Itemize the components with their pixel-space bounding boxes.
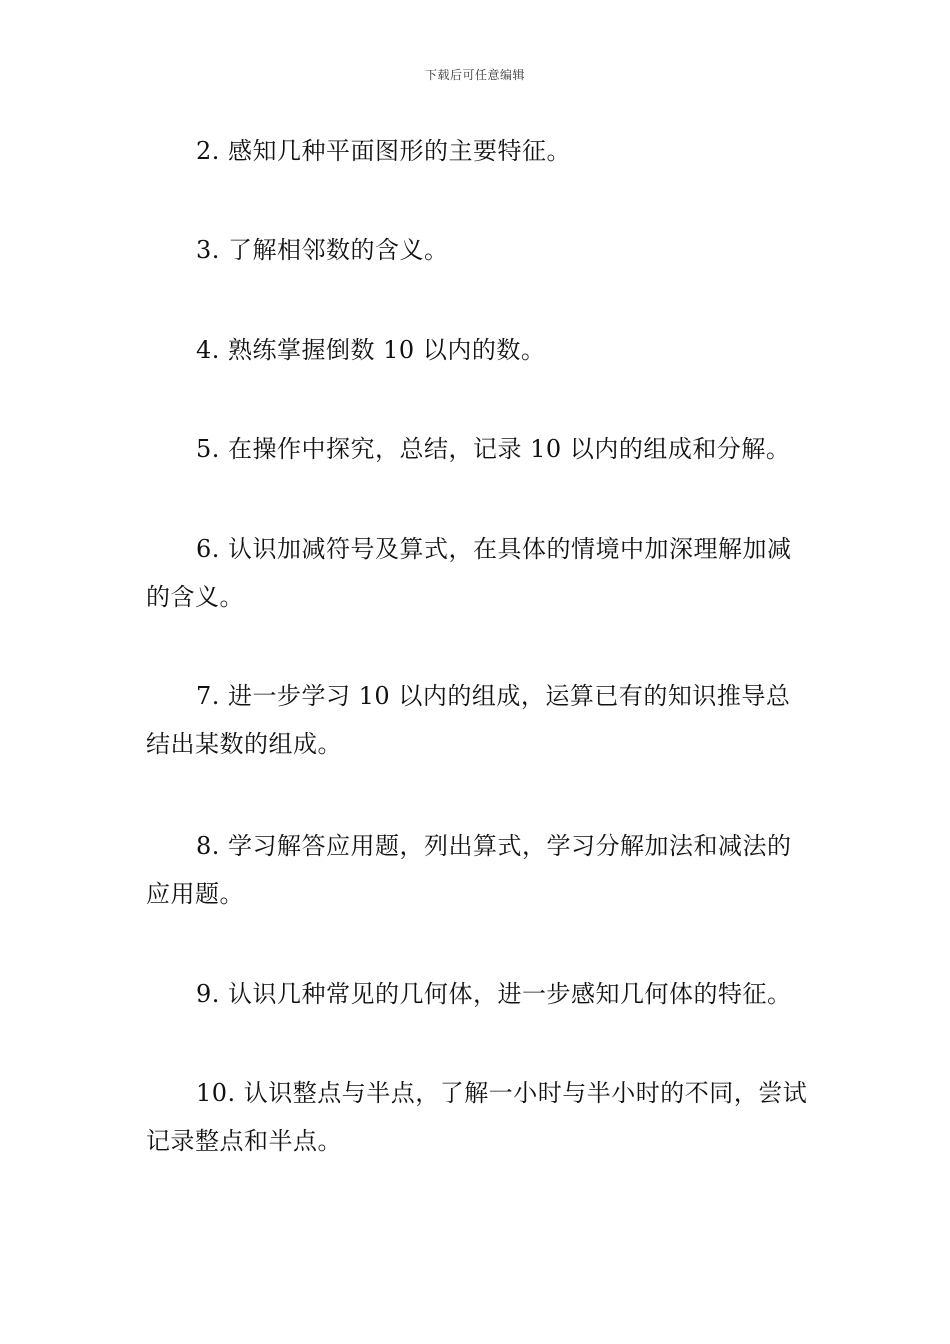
- list-item: 6. 认识加减符号及算式，在具体的情境中加深理解加减的含义。: [146, 535, 792, 611]
- page-header: 下载后可任意编辑: [424, 68, 525, 82]
- list-item: 9. 认识几种常见的几何体，进一步感知几何体的特征。: [196, 980, 792, 1008]
- list-item: 3. 了解相邻数的含义。: [196, 236, 449, 264]
- list-item: 10. 认识整点与半点，了解一小时与半小时的不同，尝试记录整点和半点。: [146, 1079, 808, 1155]
- list-item: 2. 感知几种平面图形的主要特征。: [196, 137, 572, 165]
- list-item: 8. 学习解答应用题，列出算式，学习分解加法和减法的应用题。: [146, 832, 792, 908]
- list-item: 7. 进一步学习 10 以内的组成，运算已有的知识推导总结出某数的组成。: [146, 682, 791, 758]
- list-item: 5. 在操作中探究，总结，记录 10 以内的组成和分解。: [196, 435, 791, 463]
- list-item: 4. 熟练掌握倒数 10 以内的数。: [196, 336, 546, 364]
